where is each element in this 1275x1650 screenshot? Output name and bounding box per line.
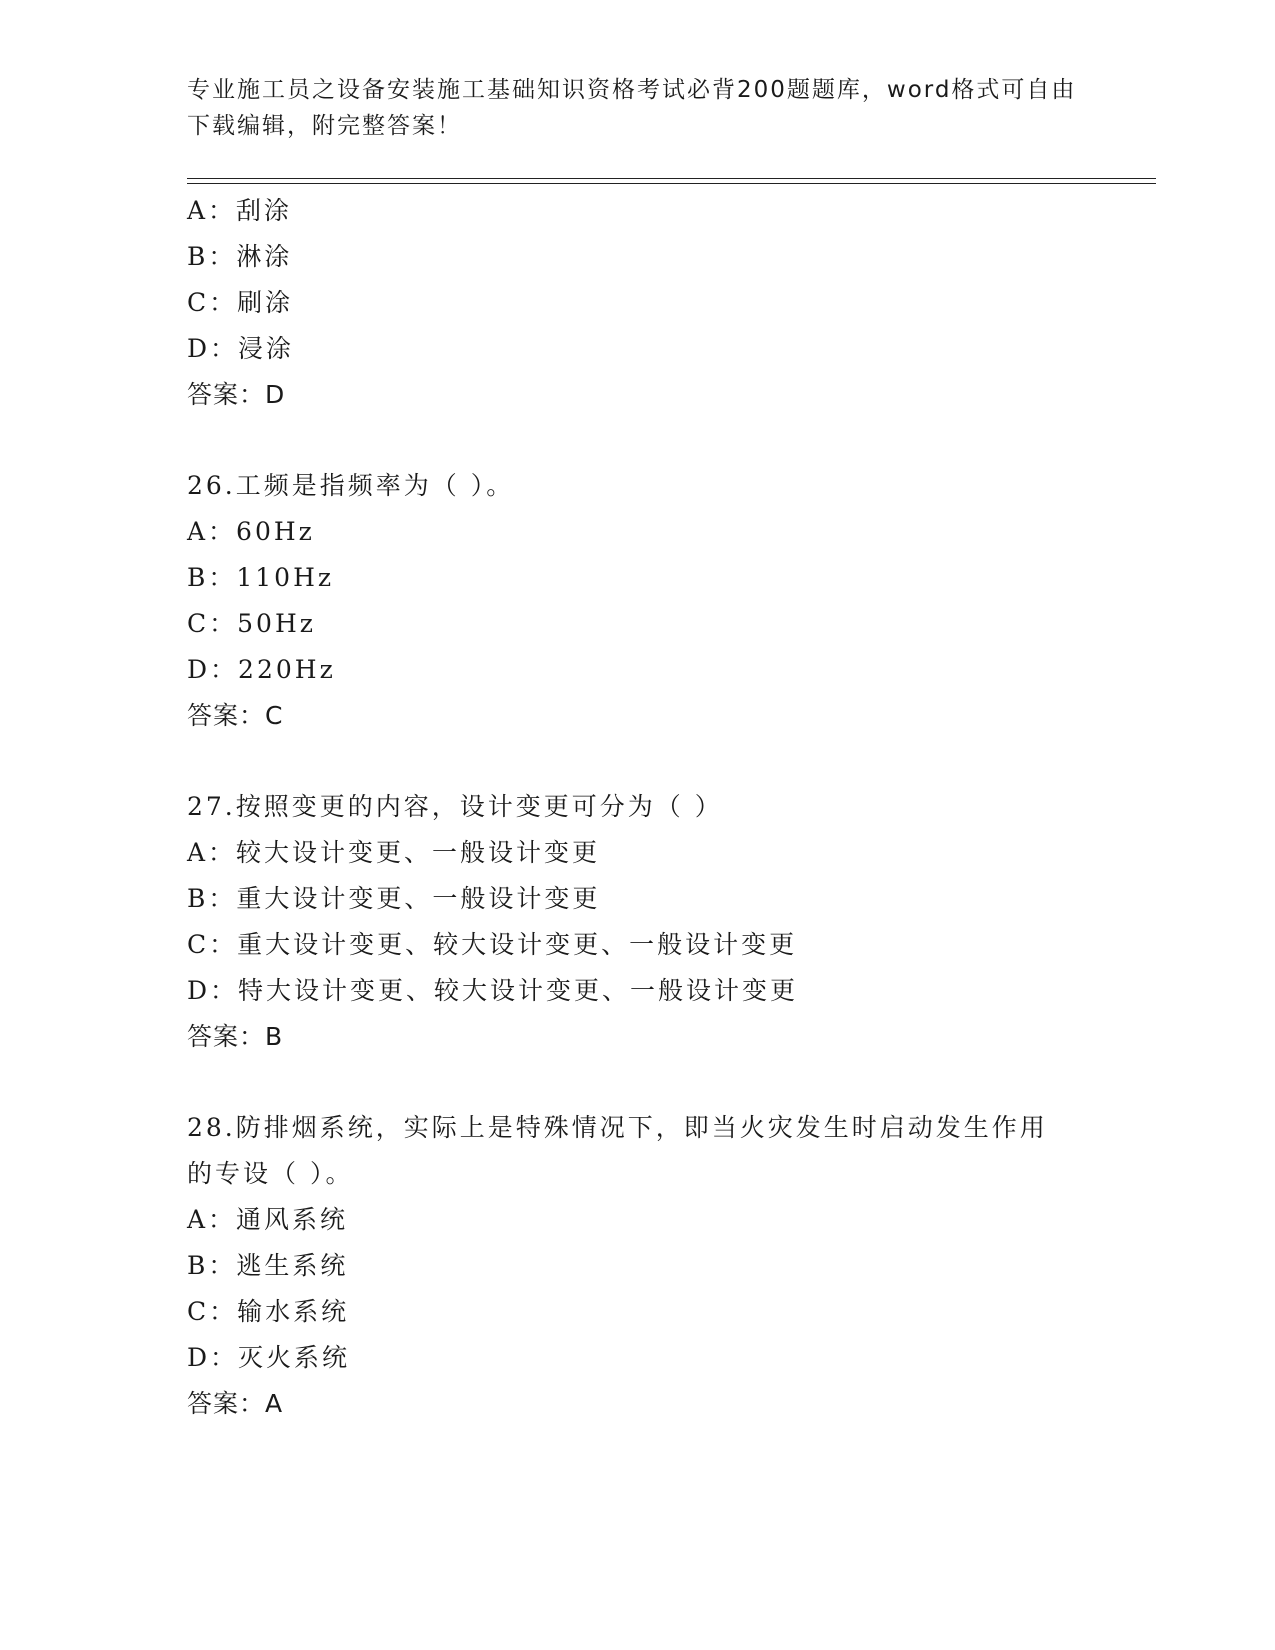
header-divider-bottom xyxy=(187,183,1156,184)
option-c: C：50Hz xyxy=(187,609,316,638)
answer-line: 答案：A xyxy=(187,1389,284,1418)
option-a: A：60Hz xyxy=(187,517,315,546)
option-b: B：逃生系统 xyxy=(187,1251,349,1280)
option-d: D：灭火系统 xyxy=(187,1343,351,1372)
question-stem-continued: 的专设（ ）。 xyxy=(187,1159,354,1188)
header-line-1: 专业施工员之设备安装施工基础知识资格考试必背200题题库，word格式可自由 xyxy=(187,77,1077,103)
option-a: A：刮涂 xyxy=(187,196,293,225)
option-b: B：110Hz xyxy=(187,563,335,592)
block-spacer xyxy=(187,418,1147,463)
header-line-2: 下载编辑，附完整答案！ xyxy=(187,113,462,139)
answer-line: 答案：B xyxy=(187,1022,284,1051)
option-d: D：特大设计变更、较大设计变更、一般设计变更 xyxy=(187,976,799,1005)
document-header xyxy=(187,72,1087,144)
option-c: C：输水系统 xyxy=(187,1297,350,1326)
question-stem: 28.防排烟系统，实际上是特殊情况下，即当火灾发生时启动发生作用 xyxy=(187,1113,1048,1142)
block-spacer xyxy=(187,1060,1147,1105)
question-list xyxy=(187,188,1147,1427)
option-c: C：刷涂 xyxy=(187,288,294,317)
question-stem: 27.按照变更的内容，设计变更可分为（ ） xyxy=(187,792,723,821)
answer-line: 答案：D xyxy=(187,380,286,409)
option-c: C：重大设计变更、较大设计变更、一般设计变更 xyxy=(187,930,798,959)
option-d: D：浸涂 xyxy=(187,334,295,363)
option-b: B：淋涂 xyxy=(187,242,293,271)
option-a: A：较大设计变更、一般设计变更 xyxy=(187,838,601,867)
question-block xyxy=(187,463,1147,739)
option-a: A：通风系统 xyxy=(187,1205,349,1234)
option-d: D：220Hz xyxy=(187,655,336,684)
answer-line: 答案：C xyxy=(187,701,284,730)
question-block xyxy=(187,784,1147,1060)
question-block xyxy=(187,1105,1147,1427)
option-b: B：重大设计变更、一般设计变更 xyxy=(187,884,601,913)
header-divider-top xyxy=(187,178,1156,179)
question-stem: 26.工频是指频率为（ ）。 xyxy=(187,471,515,500)
question-block xyxy=(187,188,1147,418)
block-spacer xyxy=(187,739,1147,784)
